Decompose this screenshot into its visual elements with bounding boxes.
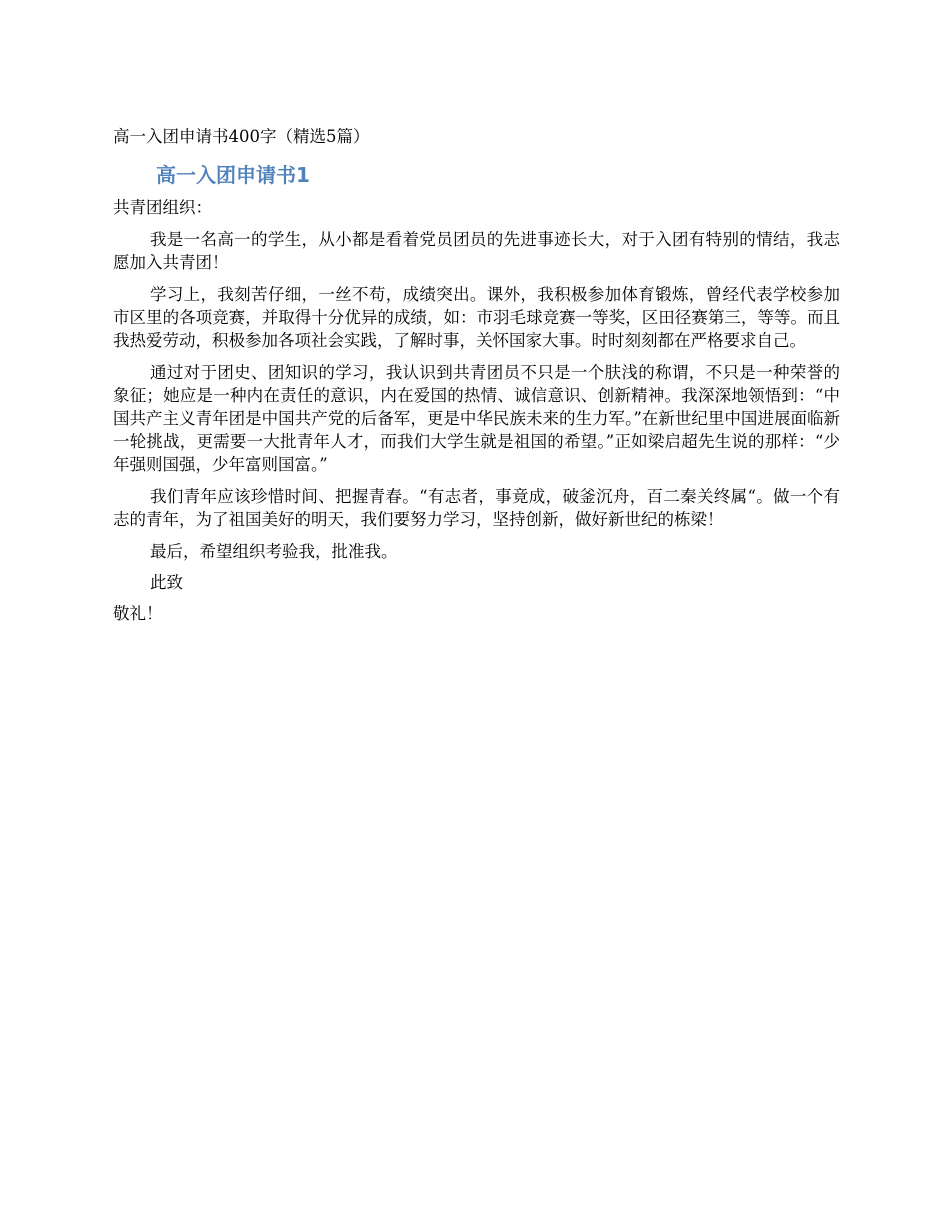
sign-off: 敬礼！ — [113, 604, 163, 623]
paragraph-study: 学习上，我刻苦仔细，一丝不苟，成绩突出。课外，我积极参加体育锻炼，曾经代表学校参加市区里的各项竞赛，并取得十分优异的成绩，如：市羽毛球竞赛一等奖，区田径赛第三，等等。而且我热爱劳动，积极参加各项社会实践，了解时事，关怀国家大事。时时刻刻都在严格要求自己。 — [113, 285, 840, 350]
salutation: 共青团组织： — [113, 198, 212, 217]
closing-line: 此致 — [150, 573, 183, 592]
paragraph-intro: 我是一名高一的学生，从小都是看着党员团员的先进事迹长大，对于入团有特别的情结，我志愿加入共青团！ — [113, 230, 840, 272]
paragraph-youth: 我们青年应该珍惜时间、把握青春。“有志者，事竟成，破釜沉舟，百二秦关终属“。做一个有志的青年，为了祖国美好的明天，我们要努力学习，坚持创新，做好新世纪的栋梁！ — [113, 487, 840, 529]
section-heading: 高一入团申请书1 — [156, 163, 310, 187]
document-title: 高一入团申请书400字（精选5篇） — [113, 127, 370, 146]
paragraph-request: 最后，希望组织考验我，批准我。 — [150, 542, 398, 561]
paragraph-understanding: 通过对于团史、团知识的学习，我认识到共青团员不只是一个肤浅的称谓，不只是一种荣誉的象征；她应是一种内在责任的意识，内在爱国的热情、诚信意识、创新精神。我深深地领悟到：“中国共产主义青年团是中国共产党的后备军，更是中华民族未来的生力军。”在新世纪里中国进展面临新一轮挑战，更需要一大批青年人才，而我们大学生就是祖国的希望。”正如梁启超先生说的那样：“少年强则国强，少年富则国富。” — [113, 363, 840, 474]
document-page — [113, 126, 840, 625]
